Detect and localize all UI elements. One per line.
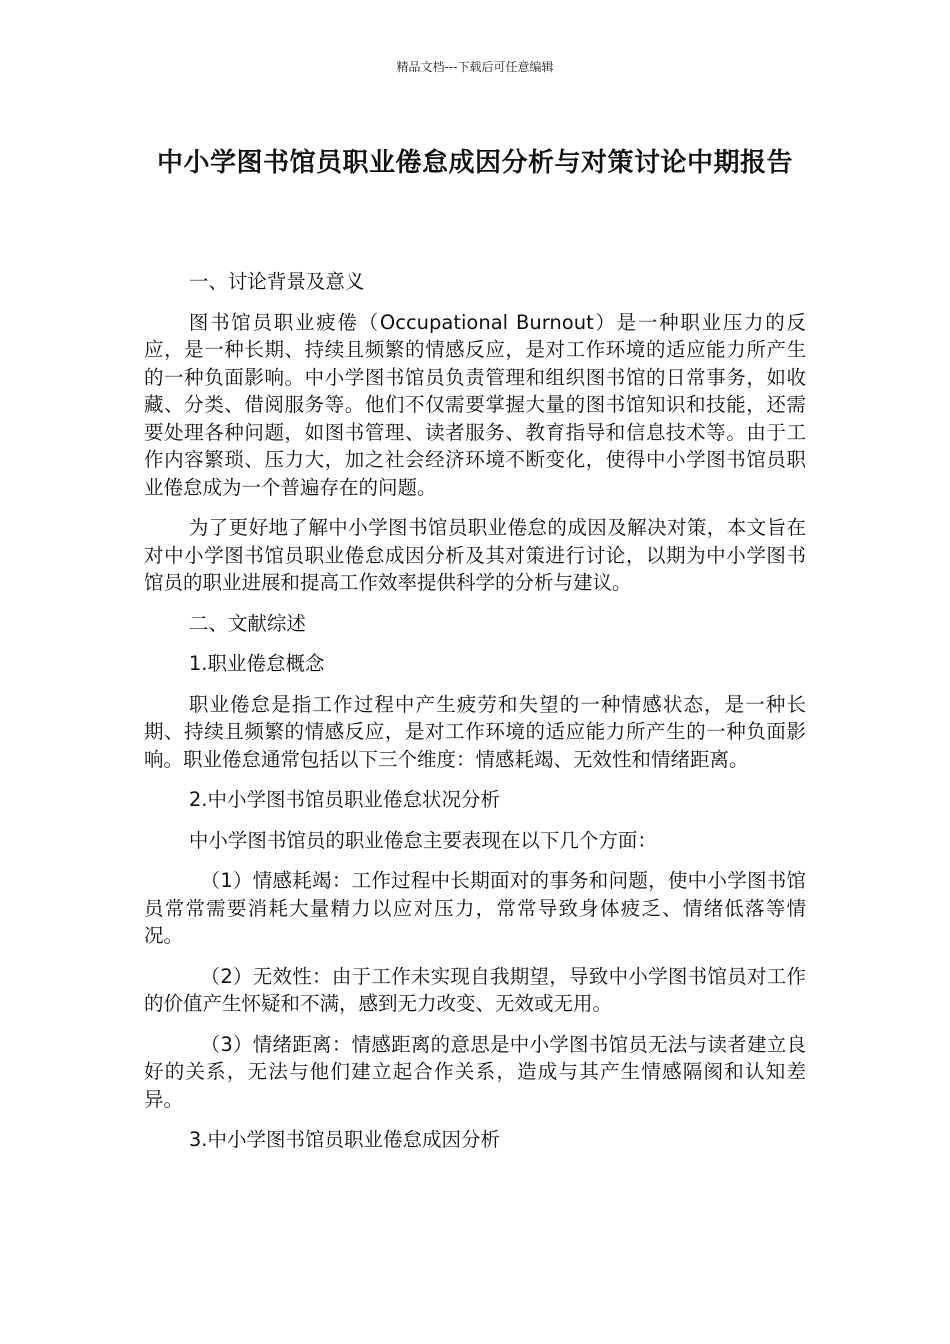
body-paragraph: 中小学图书馆员的职业倦怠主要表现在以下几个方面： — [188, 828, 657, 852]
document-title: 中小学图书馆员职业倦怠成因分析与对策讨论中期报告 — [156, 148, 793, 178]
document-body — [144, 268, 806, 1167]
page-header: 精品文档---下载后可任意编辑 — [396, 60, 554, 74]
list-item: （2）无效性：由于工作未实现自我期望，导致中小学图书馆员对工作的价值产生怀疑和不满，感到无力改变、无效或无用。 — [144, 964, 806, 1015]
body-paragraph: 图书馆员职业疲倦（Occupational Burnout）是一种职业压力的反应，是一种长期、持续且频繁的情感反应，是对工作环境的适应能力所产生的一种负面影响。中小学图书馆员负责管理和组织图书馆的日常事务，如收藏、分类、借阅服务等。他们不仅需要掌握大量的图书馆知识和技能，还需要处理各种问题，如图书管理、读者服务、教育指导和信息技术等。由于工作内容繁琐、压力大，加之社会经济环境不断变化，使得中小学图书馆员职业倦怠成为一个普遍存在的问题。 — [144, 310, 806, 499]
section-heading: 一、讨论背景及意义 — [188, 270, 365, 293]
body-paragraph: 为了更好地了解中小学图书馆员职业倦怠的成因及解决对策，本文旨在对中小学图书馆员职业倦怠成因分析及其对策进行讨论，以期为中小学图书馆员的职业进展和提高工作效率提供科学的分析与建议。 — [144, 516, 806, 594]
list-item: （3）情绪距离：情感距离的意思是中小学图书馆员无法与读者建立良好的关系，无法与他们建立起合作关系，造成与其产生情感隔阂和认知差异。 — [144, 1032, 806, 1111]
subsection-heading: 3.中小学图书馆员职业倦怠成因分析 — [188, 1128, 500, 1151]
list-item: （1）情感耗竭：工作过程中长期面对的事务和问题，使中小学图书馆员常常需要消耗大量精力以应对压力，常常导致身体疲乏、情绪低落等情况。 — [144, 869, 806, 947]
subsection-heading: 2.中小学图书馆员职业倦怠状况分析 — [188, 788, 500, 811]
subsection-heading: 1.职业倦怠概念 — [188, 652, 325, 675]
body-paragraph: 职业倦怠是指工作过程中产生疲劳和失望的一种情感状态，是一种长期、持续且频繁的情感反应，是对工作环境的适应能力所产生的一种负面影响。职业倦怠通常包括以下三个维度：情感耗竭、无效性和情绪距离。 — [144, 692, 806, 771]
section-heading: 二、文献综述 — [188, 611, 306, 635]
